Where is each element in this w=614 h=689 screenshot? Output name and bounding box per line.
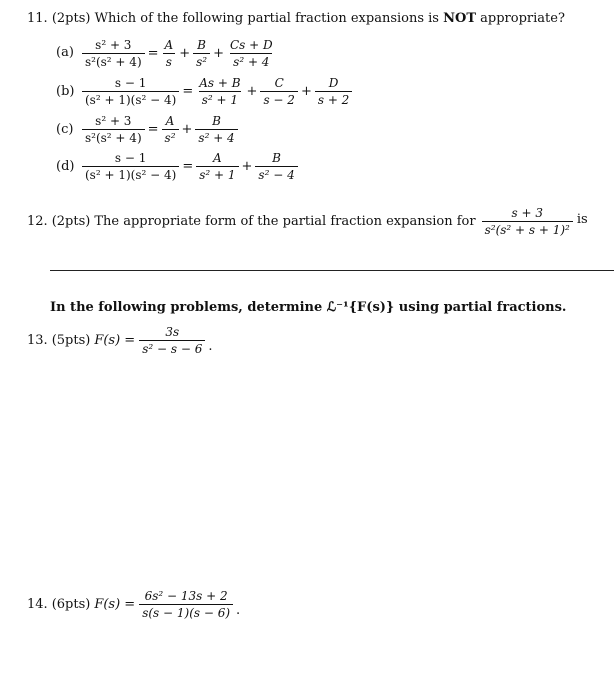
option-b-term-2: $\frac{C}{s - 2}$: [260, 76, 297, 107]
q13-prompt: [27, 325, 212, 356]
section-divider: [50, 270, 614, 271]
q12-tail: is: [576, 212, 588, 227]
q12-prompt: [27, 206, 588, 237]
option-b-term-3: $\frac{D}{s + 2}$: [315, 76, 352, 107]
q11-number: 11.: [27, 11, 48, 26]
q14-prompt: [27, 589, 240, 620]
q13-number: 13.: [27, 333, 48, 348]
q13-fraction: $\frac{3s}{\text{s² − s − 6}}$: [139, 325, 205, 356]
option-c-term-1: $\frac{A}{\text{s²}}$: [162, 114, 179, 145]
q11-text: Which of the following partial fraction expansions is: [94, 11, 439, 26]
q14-lhs: F(s) =: [94, 597, 136, 612]
q14-period: .: [236, 603, 241, 618]
option-b-term-1: $\frac{As + B}{\text{s² + 1}}$: [199, 76, 241, 107]
option-b-lhs: $\frac{s - 1}{\text{(s² + 1)(s² − 4)}}$: [82, 76, 179, 107]
option-d-lhs: $\frac{s - 1}{\text{(s² + 1)(s² − 4)}}$: [82, 151, 179, 182]
q14-points: (6pts): [51, 597, 91, 612]
q12-fraction: $\frac{s + 3}{\text{s²(s² + s + 1)²}}$: [482, 206, 573, 237]
q11-points: (2pts): [51, 11, 91, 26]
q13-period: .: [208, 339, 213, 354]
option-d-term-2: $\frac{B}{\text{s² − 4}}$: [255, 151, 297, 182]
option-c-label: (c): [56, 122, 74, 137]
q13-points: (5pts): [51, 333, 91, 348]
option-a-term-2: $\frac{B}{\text{s²}}$: [193, 38, 210, 69]
option-d-equation: $\frac{s - 1}{\text{(s² + 1)(s² − 4)}}$ = $\frac{A}{\text{s² + 1}}$ + $\frac{B}{\text{s² − 4}}$: [80, 151, 300, 182]
q13-lhs: F(s) =: [94, 333, 136, 348]
option-d-label: (d): [56, 159, 75, 174]
section-heading: In the following problems, determine ℒ⁻¹{F(s)} using partial fractions.: [50, 300, 567, 315]
option-a-label: (a): [56, 45, 74, 60]
option-d-term-1: $\frac{A}{\text{s² + 1}}$: [196, 151, 238, 182]
q11-prompt: [27, 11, 565, 26]
q12-number: 12.: [27, 214, 48, 229]
q14-fraction: $\frac{\text{6s² − 13s + 2}}{s(s - 1)(s - 6)}$: [139, 589, 233, 620]
option-c-equation: $\frac{\text{s² + 3}}{\text{s²(s² + 4)}}$ = $\frac{A}{\text{s²}}$ + $\frac{B}{\text{s² + 4}}$: [80, 114, 240, 145]
q12-text: The appropriate form of the partial fraction expansion for: [94, 214, 476, 229]
option-a-term-1: $\frac{A}{s}$: [164, 38, 174, 69]
q11-text-end: appropriate?: [480, 11, 565, 26]
option-a-equation: $\frac{\text{s² + 3}}{\text{s²(s² + 4)}}$ = $\frac{A}{s}$ + $\frac{B}{\text{s²}}$ + $\frac{Cs + D}{\text{s² + 4}}$: [80, 38, 278, 69]
option-a-term-3: $\frac{Cs + D}{\text{s² + 4}}$: [229, 38, 273, 69]
option-b-equation: $\frac{s - 1}{\text{(s² + 1)(s² − 4)}}$ = $\frac{As + B}{\text{s² + 1}}$ + $\frac{C}{s - 2}$ + $\frac{D}{s + 2}$: [80, 76, 354, 107]
option-c-lhs: $\frac{\text{s² + 3}}{\text{s²(s² + 4)}}$: [82, 114, 145, 145]
q11-emphasis: NOT: [443, 11, 477, 26]
option-b-label: (b): [56, 84, 75, 99]
option-a-lhs: $\frac{\text{s² + 3}}{\text{s²(s² + 4)}}$: [82, 38, 145, 69]
option-c-term-2: $\frac{B}{\text{s² + 4}}$: [195, 114, 237, 145]
q14-number: 14.: [27, 597, 48, 612]
q12-points: (2pts): [51, 214, 91, 229]
